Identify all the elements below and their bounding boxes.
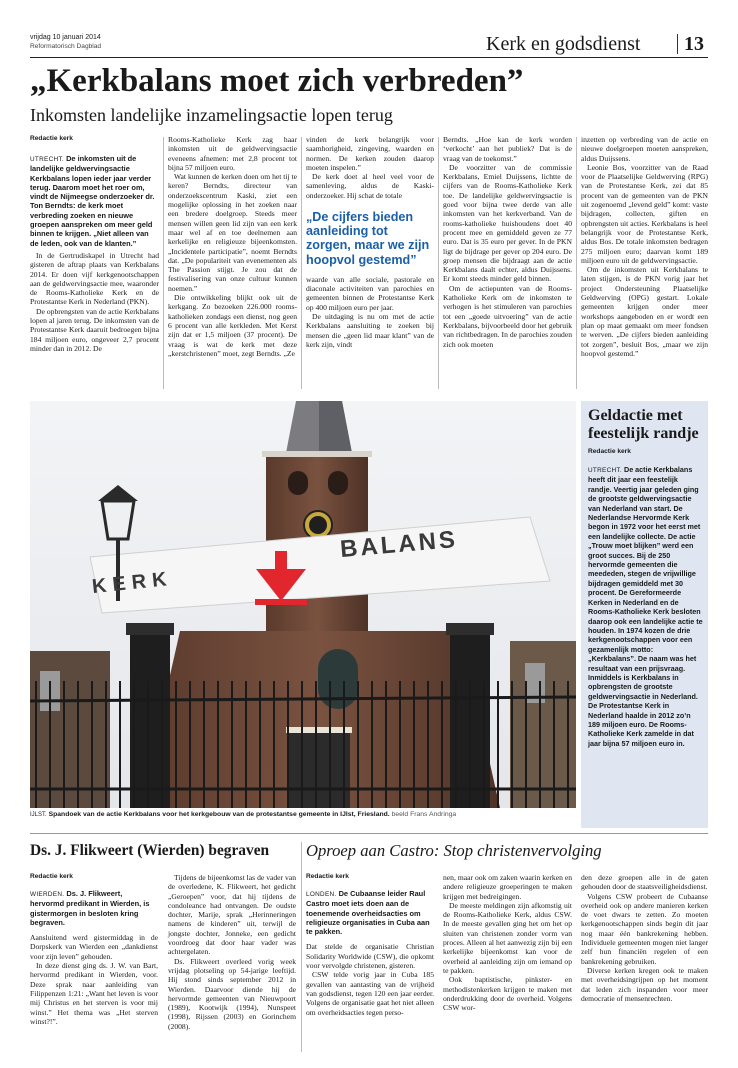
church-photo [30, 401, 576, 808]
paragraph: Ook baptistische, pinkster- en methodistenkerken krijgen te maken met onderdrukking door de overheid. Volgens CSW wor- [443, 975, 572, 1013]
sidebar-box [581, 401, 708, 828]
paragraph: Aansluitend werd gistermiddag in de Dorpskerk van Wierden een „dankdienst voor zijn leven” gehouden. [30, 933, 158, 961]
main-article-column-1 [30, 135, 159, 353]
sidebar-body: De actie Kerkbalans heeft dit jaar een feestelijk randje. Veertig jaar geleden ging de grootste geldwervingsactie van Nederland van start. De Nederlandse Hervormde Kerk begon in 1972 voor het eerst met een landelijke collecte. De actie „Trouw moet blijken” werd een groot succes. Bij de 250 hervormde gemeenten die meededen, stegen de vrijwillige bijdragen gemiddeld met 30 procent. De Gereformeerde Kerken in Nederland en de Rooms-Katholieke Kerk besloten daarop ook een landelijke actie te houden. In 1974 kozen de drie kerkgenootschappen voor een gezamenlijk motto: „Kerkbalans”. De naam was het resultaat van een prijsvraag. Inmiddels is Kerkbalans in opbrengsten de grootste geldwervingsactie in Nederland. De Protestantse Kerk in Nederland haalde in 2012 zo’n 189 miljoen euro. De Rooms-Katholieke Kerk zamelde in dat jaar bijna 57 miljoen euro in. [588, 465, 703, 748]
intro-text: Ds. J. Flikweert, hervormd predikant in Wierden, is gistermorgen in besloten kring begraven. [30, 889, 150, 927]
paragraph: Om de actiepunten van de Rooms-Katholieke Kerk om de inkomsten te verhogen is het stimuleren van parochies tot een „goede uitvoering” van de actie Kerkbalans, bijvoorbeeld door het gebruik van richtbedragen. In de parochies zouden zich ook moeten [443, 283, 572, 349]
article2-column-1 [30, 873, 158, 1026]
paragraph: De opbrengsten van de actie Kerkbalans lopen al jaren terug. De inkomsten van de Protestantse Kerk daaruit bedroegen bijna 184 miljoen euro, ongeveer 2,7 procent minder dan in 2012. De [30, 306, 159, 353]
paragraph: Wat kunnen de kerken doen om het tij te keren? Berndts, directeur van onderzoekscentrum Kaski, ziet een mogelijke oplossing in het zoeken naar een bredere doelgroep. Steeds meer mensen willen geen lid zijn van een kerk maar wel af en toe deelnemen aan kerkelijke en religieuze bijeenkomsten. „Incidentele participatie”, noemt Berndts dat. „De populariteit van evenementen als The Passion stijgt. Je zou dat de festivalisering van onze cultuur kunnen noemen.” [168, 172, 297, 293]
byline: Redactie kerk [30, 873, 73, 880]
article2-headline: Ds. J. Flikweert (Wierden) begraven [30, 842, 270, 859]
header-rule [30, 57, 708, 58]
dateline: UTRECHT. [30, 156, 64, 163]
paragraph: Ds. Flikweert overleed vorig week vrijdag plotseling op 54-jarige leeftijd. Hij stond sinds september 2012 in Wierden. Daarvoor diende hij de hervormde gemeenten van Nieuwpoort (1989), Kootwijk (1994), Nunspeet (1998), Rijssen (2003) en Gorinchem (2008). [168, 956, 296, 1031]
paragraph: den deze groepen alle in de gaten gehouden door de staatsveiligheidsdienst. [581, 873, 708, 892]
sidebar-dateline: UTRECHT. [588, 467, 622, 474]
header-divider [677, 34, 678, 54]
section-rule [30, 833, 708, 834]
paragraph: In de Gertrudiskapel in Utrecht had gisteren de aftrap plaats van Kerkbalans 2014. Er doen vijf kerkgenootschappen aan de geldwervingsactie mee, waaronder de Rooms-Katholieke Kerk en de Protestantse Kerk in Nederland (PKN). [30, 250, 159, 307]
photo-credit: beeld Frans Andringa [391, 811, 457, 818]
paragraph: CSW telde vorig jaar in Cuba 185 gevallen van aantasting van de vrijheid van godsdienst, tegen 120 een jaar eerder. Volgens de organisatie gaat het niet alleen om overheidsacties tegen perso- [306, 970, 434, 1017]
paragraph: vinden de kerk belangrijk voor saamhorigheid, zingeving, waarden en normen. De kerken zouden daarop moeten inspelen.” [306, 135, 434, 172]
sidebar-byline: Redactie kerk [588, 448, 631, 455]
caption-text: Spandoek van de actie Kerkbalans voor het kerkgebouw van de protestantse gemeente in IJlst, Friesland. [48, 811, 390, 818]
article3-intro [306, 889, 434, 936]
main-article-column-5 [581, 135, 708, 358]
paragraph: De voorzitter van de commissie Kerkbalans, Emiel Duijssens, lichtte de cijfers van de Rooms-Katholieke Kerk toe. De landelijke geldwervingsactie is goed voor bijna twee derde van alle inkomsten van het kerkverband. Van de rooms-katholieke huishoudens doet 40 procent mee en gemiddeld geven ze 77 euro. Dat is 35 euro per gever. In de PKN ligt de bijdrage per gever op 204 euro. De groep mensen die bijdraagt aan de actie Kerkbalans daalt echter, aldus Duijssens. Er komt steeds minder geld binnen. [443, 162, 572, 284]
main-article-column-3 [306, 135, 434, 349]
church-illustration [30, 401, 576, 808]
column-divider [301, 137, 302, 389]
dateline: LONDEN. [306, 891, 337, 898]
paragraph: inzetten op verbreding van de actie en nieuwe doelgroepen moeten aanspreken, aldus Duijssens. [581, 135, 708, 163]
pull-quote: „De cijfers bieden aanleiding tot zorgen, maar we zijn hoopvol gestemd” [306, 210, 430, 267]
column-divider [576, 137, 577, 389]
main-article-column-2 [168, 135, 297, 358]
paragraph: Volgens CSW probeert de Cubaanse overheid ook op andere manieren kerken de voet dwars te zetten. Zo moeten kerkgenootschappen sinds begin dit jaar nog maar één bankrekening hebben. Individuele gemeenten mogen niet langer zelf hun financiën regelen of een bankrekening gebruiken. [581, 891, 708, 966]
paragraph: Diverse kerken kregen ook te maken met overheidsingrijpen op het moment dat leden zich inspanden voor meer democratie of mensenrechten. [581, 965, 708, 1003]
section-title: Kerk en godsdienst [486, 33, 641, 55]
paragraph: Berndts. „Hoe kan de kerk worden ‘verkocht’ aan het publiek? Dat is de vraag van de toekomst.” [443, 135, 572, 163]
main-headline: „Kerkbalans moet zich verbreden” [30, 63, 524, 99]
paragraph: Rooms-Katholieke Kerk zag haar inkomsten uit de geldwervingsactie eveneens afnemen: met 2,8 procent tot bijna 57 miljoen euro. [168, 135, 297, 172]
paragraph: Tijdens de bijeenkomst las de vader van de overledene, K. Flikweert, het gedicht „Geroepen” voor, dat hij tijdens de condoleance had ontvangen. De oudste dochter, Marije, sprak „Herinneringen namens de kinderen” uit, terwijl de jongste dochter, Jonneke, een gedicht voordroeg dat door haar vader was achtergelaten. [168, 873, 296, 957]
intro-text: De inkomsten uit de landelijke geldwervingsactie Kerkbalans lopen ieder jaar verder terug. Daarom moet het roer om, vindt de Nijmeegse onderzoeker dr. Ton Berndts: de kerk moet verbreding zoeken en nieuwe groepen aanspreken om meer geld binnen te krijgen. „Niet alleen van de leden, ook van de klanten.” [30, 154, 155, 248]
paragraph: Die ontwikkeling blijkt ook uit de kerkgang. Zo bezoeken 226.000 rooms-katholieken zondags een dienst, nog geen 6 procent van alle kerkleden. Met Kerst zijn dat er 1,5 miljoen (37 procent). De vraag is wat de kerk met deze „kerstchristenen” moet, zegt Berndts. „Ze [168, 293, 297, 358]
main-subheadline: Inkomsten landelijke inzamelingsactie lopen terug [30, 105, 393, 125]
photo-caption [30, 810, 576, 820]
article2-intro [30, 889, 158, 927]
header-paper-name: Reformatorisch Dagblad [30, 43, 102, 50]
main-article-intro [30, 154, 159, 248]
intro-text: De Cubaanse leider Raul Castro moet iets doen aan de toenemende overheidsacties om religieuze organisaties in Cuba aan te pakken. [306, 889, 430, 937]
article3-headline: Oproep aan Castro: Stop christenvervolging [306, 841, 602, 860]
sidebar-text [588, 465, 703, 748]
paragraph: Om de inkomsten uit Kerkbalans te laten stijgen, is de PKN vorig jaar het project Ondersteuning Plaatselijke Geldwerving (OPG) gestart. Lokale gemeenten krijgen onder meer workshops aangeboden en er wordt een plan op maat gemaakt om meer fondsen te werven. „De cijfers bieden aanleiding tot zorgen”, besluit Bos, „maar we zijn hoopvol gestemd.” [581, 265, 708, 358]
byline: Redactie kerk [30, 135, 73, 142]
paragraph: Dat stelde de organisatie Christian Solidarity Worldwide (CSW), die opkomt voor vervolgde christenen, gisteren. [306, 942, 434, 971]
byline: Redactie kerk [306, 873, 349, 880]
column-divider [438, 137, 439, 389]
article3-column-1 [306, 873, 434, 1017]
article3-column-3 [581, 873, 708, 1003]
paragraph: In deze dienst ging ds. J. W. van Bart, hervormd predikant in Wierden, voor. Deze sprak naar aanleiding van Filippenzen 1:21: „Want het leven is voor mij Christus en het sterven is voor mij winst.” Het thema was „Het sterven winst?!”. [30, 961, 158, 1026]
paragraph: De meeste meldingen zijn afkomstig uit de Rooms-Katholieke Kerk, aldus CSW. In de meeste gevallen ging het om het op sluiten van christenen zonder vorm van proces. Alleen al het aanwezig zijn bij een kerkelijke bijeenkomst kan voor de overheid al aanleiding zijn om iemand op te pakken. [443, 900, 572, 975]
paragraph: Leonie Bos, voorzitter van de Raad voor de Plaatselijke Geldwerving (RPG) van de Protestantse Kerk, zei dat 85 procent van de gemeenten van de PKN uit zogenoemd „levend geld” komt: vaste bijdragen, collecten, giften en opbrengsten uit acties. Kerkbalans is heel belangrijk voor de Protestantse Kerk, aldus Bos. De totale inkomsten bedragen 275 miljoen euro; daarvan komt 189 miljoen euro uit de geldwervingsactie. [581, 162, 708, 265]
sidebar-headline: Geldactie met feestelijk randje [588, 407, 699, 442]
paragraph: De uitdaging is nu om met de actie Kerkbalans aansluiting te zoeken bij mensen die „geen lid maar klant” van de kerk zijn, vindt [306, 312, 434, 349]
dateline: WIERDEN. [30, 891, 65, 898]
paragraph: nen, maar ook om zaken waarin kerken en andere religieuze groeperingen te maken krijgen met bedreigingen. [443, 873, 572, 901]
article3-column-2 [443, 873, 572, 1012]
article2-column-2 [168, 873, 296, 1031]
banner-left-text: KERK [91, 567, 174, 599]
main-article-column-4 [443, 135, 572, 349]
column-divider [301, 842, 302, 1052]
banner-right-text: BALANS [339, 525, 459, 564]
caption-dateline: IJLST. [30, 812, 47, 818]
paragraph: waarde van alle sociale, pastorale en diaconale activiteiten van parochies en gemeenten binnen de Protestantse Kerk op 400 miljoen euro per jaar. [306, 274, 434, 312]
page-number: 13 [684, 33, 704, 55]
column-divider [163, 137, 164, 389]
header-date: vrijdag 10 januari 2014 [30, 34, 101, 41]
paragraph: De kerk doet al heel veel voor de samenleving, aldus de Kaski-onderzoeker. Hij schat de totale [306, 172, 434, 200]
